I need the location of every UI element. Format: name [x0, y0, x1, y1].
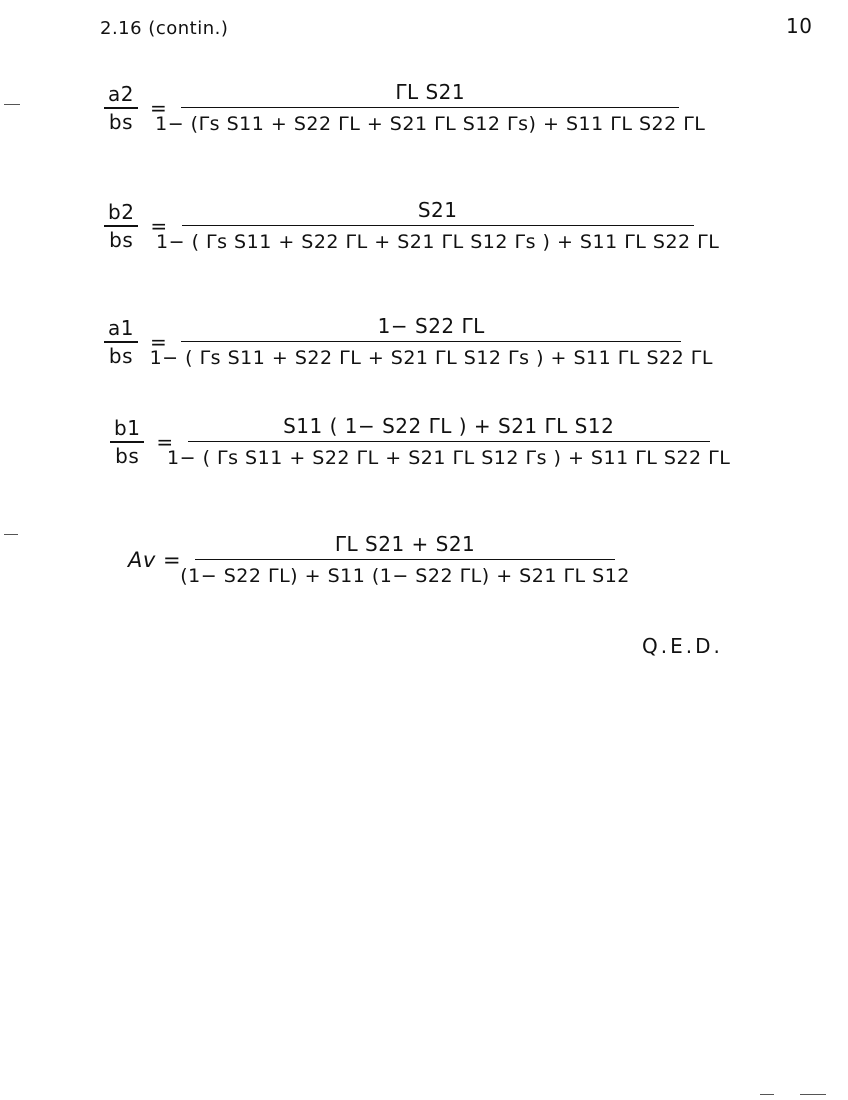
equation-a1-over-bs — [104, 314, 713, 369]
av-label: Av = — [128, 547, 182, 572]
qed-mark: Q.E.D. — [642, 634, 723, 658]
rhs-denominator: 1− ( Γs S11 + S22 ΓL + S21 ΓL S12 Γs ) + S11 ΓL S22 ΓL — [156, 231, 720, 253]
rhs-numerator: ΓL S21 + S21 — [334, 532, 476, 556]
lhs-fraction — [104, 82, 138, 134]
lhs-numerator: a1 — [104, 316, 138, 343]
lhs-denominator: bs — [108, 109, 134, 134]
scan-mark — [4, 104, 20, 105]
equation-a2-over-bs — [104, 80, 706, 135]
equals-sign: = — [149, 329, 168, 354]
equation-b1-over-bs — [110, 414, 731, 469]
equation-voltage-gain — [128, 532, 630, 587]
rhs-numerator: ΓL S21 — [395, 80, 466, 104]
rhs-denominator: 1− ( Γs S11 + S22 ΓL + S21 ΓL S12 Γs ) + S11 ΓL S22 ΓL — [167, 447, 731, 469]
lhs-numerator: a2 — [104, 82, 138, 109]
lhs-denominator: bs — [109, 227, 134, 252]
lhs-fraction — [110, 416, 144, 468]
lhs-denominator: bs — [115, 443, 140, 468]
scan-mark — [760, 1094, 774, 1095]
rhs-fraction — [155, 80, 706, 135]
lhs-numerator: b2 — [104, 200, 138, 227]
rhs-denominator: (1− S22 ΓL) + S11 (1− S22 ΓL) + S21 ΓL S12 — [180, 565, 630, 587]
rhs-fraction — [167, 414, 731, 469]
rhs-fraction — [156, 198, 720, 253]
rhs-numerator: S11 ( 1− S22 ΓL ) + S21 ΓL S12 — [283, 414, 615, 438]
page-header-label: 2.16 (contin.) — [100, 18, 229, 39]
page-number: 10 — [786, 14, 813, 38]
equals-sign: = — [149, 95, 168, 120]
lhs-denominator: bs — [108, 343, 134, 368]
lhs-fraction — [104, 316, 138, 368]
rhs-denominator: 1− ( Γs S11 + S22 ΓL + S21 ΓL S12 Γs ) + S11 ΓL S22 ΓL — [149, 347, 713, 369]
scan-mark — [4, 534, 18, 535]
equation-b2-over-bs — [104, 198, 720, 253]
lhs-fraction — [104, 200, 138, 252]
rhs-denominator: 1− (Γs S11 + S22 ΓL + S21 ΓL S12 Γs) + S11 ΓL S22 ΓL — [155, 113, 706, 135]
rhs-numerator: S21 — [417, 198, 458, 222]
rhs-fraction — [180, 532, 630, 587]
rhs-numerator: 1− S22 ΓL — [377, 314, 485, 338]
equals-sign: = — [156, 429, 174, 454]
rhs-fraction — [149, 314, 713, 369]
lhs-numerator: b1 — [110, 416, 144, 443]
equals-sign: = — [150, 213, 168, 238]
scan-mark — [800, 1094, 826, 1095]
